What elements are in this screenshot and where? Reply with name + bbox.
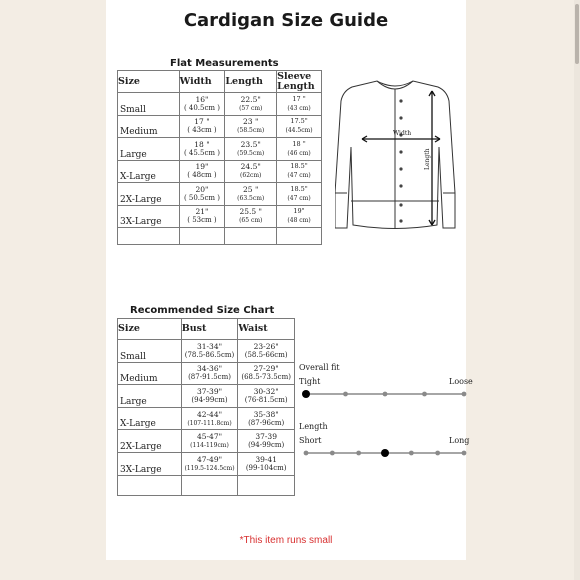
length-inches: 23.5" — [240, 139, 261, 149]
table-row — [118, 138, 322, 161]
table-row — [118, 407, 295, 430]
length-cell — [225, 138, 277, 161]
size-cell: X-Large — [118, 160, 180, 183]
sleeve-cell — [277, 183, 322, 206]
width-cell — [179, 183, 225, 206]
sleeve-inches: 17 " — [292, 94, 306, 103]
waist-cell — [238, 430, 295, 453]
size-cell: Medium — [118, 362, 182, 385]
length-cell — [225, 115, 277, 138]
collar-line — [377, 81, 413, 89]
length-cell — [225, 93, 277, 116]
table-row — [118, 160, 322, 183]
bust-inches: 37-39" — [196, 386, 223, 396]
waist-cell — [238, 452, 295, 475]
cardigan-diagram — [335, 75, 460, 240]
waist-cm: (76-81.5cm) — [244, 395, 288, 404]
empty-cell — [277, 228, 322, 245]
scale-step-marker — [409, 451, 414, 456]
length-cell — [225, 183, 277, 206]
width-label: Width — [393, 130, 412, 137]
empty-row — [118, 475, 295, 495]
size-cell: Small — [118, 93, 180, 116]
length-inches: 22.5" — [240, 94, 261, 104]
size-cell: Small — [118, 340, 182, 363]
waist-cm: (87-96cm) — [248, 418, 285, 427]
length-scale-heading: Length — [299, 422, 328, 431]
waist-cell — [238, 407, 295, 430]
size-cell: 3X-Large — [118, 452, 182, 475]
sleeve-cm: (47 cm) — [287, 194, 311, 202]
length-scale-right-label: Long — [449, 436, 470, 445]
length-label: Length — [424, 148, 431, 170]
waist-cm: (68.5-73.5cm) — [241, 373, 291, 382]
width-inches: 18 " — [194, 139, 210, 149]
bust-cell — [181, 407, 238, 430]
sleeve-inches: 18 " — [292, 139, 306, 148]
sleeve-inches: 18.5" — [290, 162, 308, 171]
header-bust: Bust — [181, 319, 238, 340]
length-cm: (59.5cm) — [237, 149, 265, 157]
header-size: Size — [118, 319, 182, 340]
recommended-size-table — [117, 318, 295, 496]
scale-step-marker — [304, 451, 309, 456]
scale-selected-marker — [381, 449, 389, 457]
buttons — [399, 99, 402, 222]
table-row — [118, 183, 322, 206]
width-cm: ( 50.5cm ) — [183, 193, 220, 202]
width-inches: 20" — [195, 184, 209, 194]
width-inches: 21" — [195, 207, 209, 217]
length-scale-left-label: Short — [299, 436, 322, 445]
sleeve-cell — [277, 115, 322, 138]
waist-cm: (99-104cm) — [245, 463, 287, 472]
width-cm: ( 43cm ) — [187, 126, 217, 135]
bust-inches: 42-44" — [196, 409, 223, 419]
runs-small-note: *This item runs small — [239, 535, 333, 546]
bust-cm: (119.5-124.5cm) — [184, 464, 235, 472]
empty-cell — [118, 228, 180, 245]
waist-inches: 35-38" — [253, 409, 279, 419]
overall-fit-scale — [300, 388, 470, 400]
waist-cell — [238, 385, 295, 408]
waist-inches: 30-32" — [253, 386, 279, 396]
flat-measurements-heading: Flat Measurements — [170, 58, 279, 69]
scale-step-marker — [435, 451, 440, 456]
table-row — [118, 430, 295, 453]
width-inches: 16" — [195, 94, 209, 104]
scale-step-marker — [383, 392, 388, 397]
bust-cell — [181, 362, 238, 385]
recommended-heading: Recommended Size Chart — [130, 305, 275, 316]
width-inches: 19" — [195, 162, 209, 172]
scrollbar-thumb[interactable] — [575, 4, 579, 64]
sleeve-cm: (46 cm) — [287, 149, 311, 157]
size-cell: 3X-Large — [118, 205, 180, 228]
width-cm: ( 40.5cm ) — [183, 103, 220, 112]
length-cm: (65 cm) — [239, 217, 263, 225]
bust-cm: (87-91.5cm) — [188, 373, 231, 382]
bust-cm: (94-99cm) — [191, 395, 228, 404]
empty-cell — [118, 475, 182, 495]
sleeve-cell — [277, 160, 322, 183]
table-row — [118, 385, 295, 408]
length-inches: 23 " — [243, 117, 259, 127]
bust-inches: 45-47" — [196, 432, 223, 442]
flat-measurements-table — [117, 70, 322, 245]
scrollbar[interactable] — [574, 0, 580, 580]
waist-cell — [238, 362, 295, 385]
waist-inches: 37-39 — [255, 432, 277, 442]
empty-cell — [225, 228, 277, 245]
waist-inches: 39-41 — [255, 454, 277, 464]
scale-step-marker — [343, 392, 348, 397]
size-cell: Large — [118, 138, 180, 161]
bust-cell — [181, 340, 238, 363]
bust-cm: (114-119cm) — [190, 442, 229, 450]
header-length: Length — [225, 71, 277, 93]
sleeve-inches: 17.5" — [290, 117, 308, 126]
bust-inches: 47-49" — [196, 454, 223, 464]
header-waist: Waist — [238, 319, 295, 340]
bust-cm: (78.5-86.5cm) — [184, 350, 235, 359]
size-cell: 2X-Large — [118, 430, 182, 453]
width-cell — [179, 138, 225, 161]
table-row — [118, 362, 295, 385]
length-scale — [300, 447, 470, 459]
header-size: Size — [118, 71, 180, 93]
size-cell: Large — [118, 385, 182, 408]
sleeve-cell — [277, 93, 322, 116]
size-cell: X-Large — [118, 407, 182, 430]
length-inches: 25 " — [243, 184, 259, 194]
sleeve-cell — [277, 205, 322, 228]
bust-cell — [181, 430, 238, 453]
overall-fit-right-label: Loose — [449, 377, 473, 386]
length-cm: (58.5cm) — [237, 127, 265, 135]
bust-cm: (107-111.8cm) — [187, 419, 232, 427]
sleeve-cm: (47 cm) — [287, 172, 311, 180]
bust-cell — [181, 385, 238, 408]
length-cell — [225, 160, 277, 183]
bust-inches: 31-34" — [196, 341, 223, 351]
waist-cm: (58.5-66cm) — [244, 350, 288, 359]
length-inches: 24.5" — [240, 162, 261, 172]
empty-cell — [238, 475, 295, 495]
sleeve-cm: (44.5cm) — [285, 127, 313, 135]
width-cm: ( 45.5cm ) — [183, 148, 220, 157]
waist-inches: 27-29" — [253, 364, 279, 374]
scale-step-marker — [462, 392, 467, 397]
length-cell — [225, 205, 277, 228]
empty-row — [118, 228, 322, 245]
waist-cell — [238, 340, 295, 363]
empty-cell — [179, 228, 225, 245]
sleeve-cm: (48 cm) — [287, 217, 311, 225]
page-title: Cardigan Size Guide — [183, 10, 389, 31]
width-cell — [179, 93, 225, 116]
scale-selected-marker — [302, 390, 310, 398]
width-cell — [179, 205, 225, 228]
width-cm: ( 48cm ) — [187, 171, 217, 180]
width-inches: 17 " — [194, 117, 210, 127]
sleeve-cm: (43 cm) — [287, 104, 311, 112]
length-cm: (57 cm) — [239, 104, 263, 112]
header-sleeve-length: Sleeve Length — [277, 71, 322, 93]
table-row — [118, 205, 322, 228]
width-cell — [179, 115, 225, 138]
table-row — [118, 115, 322, 138]
sleeve-cell — [277, 138, 322, 161]
empty-cell — [181, 475, 238, 495]
table-row — [118, 93, 322, 116]
scale-step-marker — [462, 451, 467, 456]
waist-inches: 23-26" — [253, 341, 279, 351]
width-cell — [179, 160, 225, 183]
size-cell: 2X-Large — [118, 183, 180, 206]
scale-step-marker — [356, 451, 361, 456]
length-cm: (63.5cm) — [237, 194, 265, 202]
bust-cell — [181, 452, 238, 475]
overall-fit-left-label: Tight — [299, 377, 321, 386]
table-row — [118, 340, 295, 363]
length-inches: 25.5 " — [239, 207, 262, 217]
bust-inches: 34-36" — [196, 364, 223, 374]
header-width: Width — [179, 71, 225, 93]
sleeve-inches: 18.5" — [290, 184, 308, 193]
length-cm: (62cm) — [240, 172, 262, 180]
waist-cm: (94-99cm) — [248, 441, 285, 450]
table-row — [118, 452, 295, 475]
sleeve-inches: 19" — [293, 207, 305, 216]
width-cm: ( 53cm ) — [187, 216, 217, 225]
size-cell: Medium — [118, 115, 180, 138]
scale-step-marker — [422, 392, 427, 397]
overall-fit-heading: Overall fit — [299, 363, 340, 372]
scale-step-marker — [330, 451, 335, 456]
